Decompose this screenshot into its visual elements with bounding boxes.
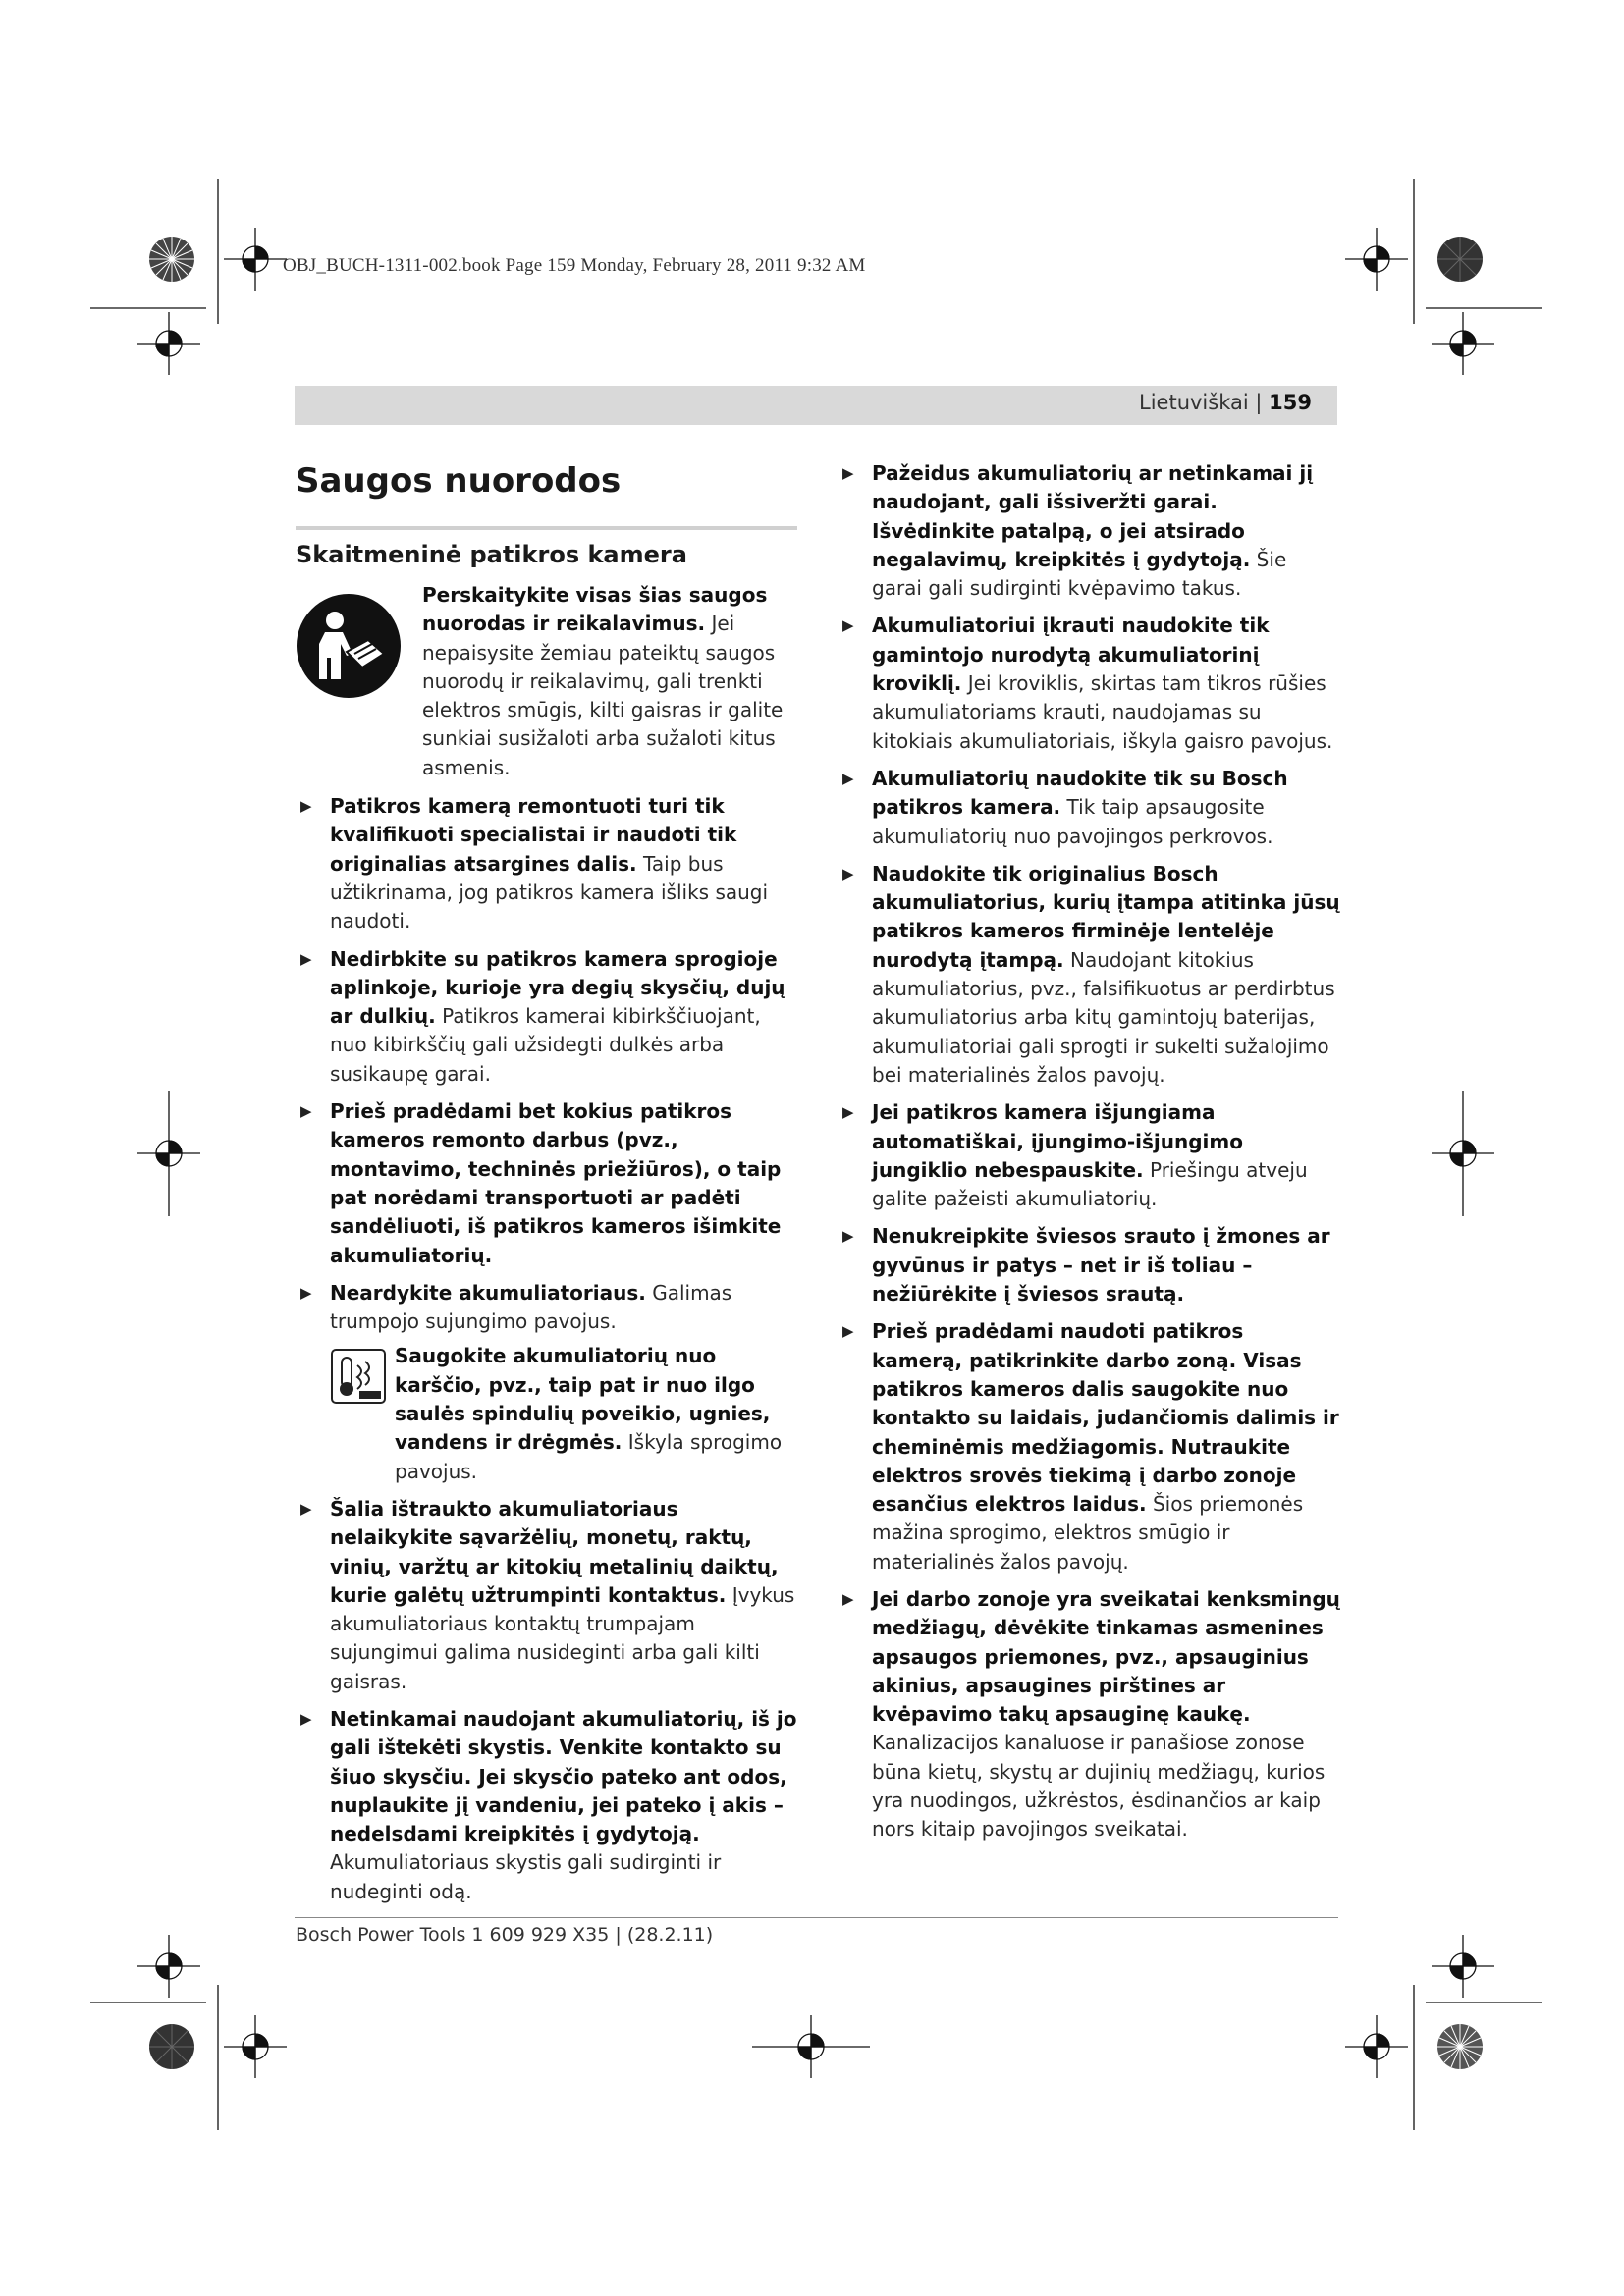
bullet-arrow-icon: ▶ <box>842 1227 854 1246</box>
heat-protection-icon <box>330 1348 387 1405</box>
bullet-arrow-icon: ▶ <box>300 949 312 968</box>
bullet-text: Šie garai gali sudirginti kvėpavimo takus. <box>872 547 1287 601</box>
intro-paragraph <box>296 581 797 782</box>
bullet-arrow-icon: ▶ <box>842 1589 854 1608</box>
list-item <box>838 860 1340 1090</box>
intro-text: Jei nepaisysite žemiau pateiktų saugos nuorodų ir reikalavimų, gali trenkti elektros smūgis, kilti gaisras ir galite sunkiai susižaloti arba sužaloti kitus asmenis. <box>422 612 784 779</box>
page-footer: Bosch Power Tools 1 609 929 X35 | (28.2.11) <box>296 1924 714 1946</box>
print-info-line: OBJ_BUCH-1311-002.book Page 159 Monday, February 28, 2011 9:32 AM <box>283 255 866 276</box>
bullet-text: Įvykus akumuliatoriaus kontaktų trumpajam sujungimui galima nusideginti arba gali kilti gaisras. <box>330 1582 795 1693</box>
list-item <box>838 459 1340 603</box>
bullet-text: Priešingu atveju galite pažeisti akumuliatorių. <box>872 1157 1308 1211</box>
subsection-title: Skaitmeninė patikros kamera <box>296 541 687 568</box>
bullet-text: Tik taip apsaugosite akumuliatorių nuo pavojingos perkrovos. <box>872 795 1273 848</box>
list-item <box>296 945 797 1089</box>
note-bold: Saugokite akumuliatorių nuo karščio, pvz., taip pat ir nuo ilgo saulės spindulių poveikio, ugnies, vandens ir drėgmės. <box>395 1344 771 1455</box>
list-item <box>838 1222 1340 1308</box>
bullet-text: Kanalizacijos kanaluose ir panašiose zonose būna kietų, skystų ar dujinių medžiagų, kurios yra nuodingos, užkrėstos, ėsdinančios ar kaip nors kitaip pavojingos sveikatai. <box>872 1731 1326 1842</box>
footer-divider <box>295 1917 1338 1918</box>
bullet-arrow-icon: ▶ <box>842 864 854 882</box>
right-column <box>838 459 1340 1853</box>
bullet-text: Šios priemonės mažina sprogimo, elektros smūgio ir materialinės žalos pavojų. <box>872 1492 1304 1574</box>
bullet-text: Naudojant kitokius akumuliatorius, pvz., falsifikuotus ar perdirbtus akumuliatorius arba kitų gamintojų baterijas, akumuliatoriai gali sprogti ir sukelti sužalojimo bei materialinės žalos pavojų. <box>872 947 1335 1087</box>
bullet-bold: Prieš pradėdami naudoti patikros kamerą, patikrinkite darbo zoną. Visas patikros kameros dalis saugokite nuo kontakto su laidais, judančiomis dalimis ir cheminėmis medžiagomis. Nutraukite elektros srovės tiekimą į darbo zonoje esančius elektros laidus. <box>872 1319 1339 1517</box>
bullet-bold: Nedirbkite su patikros kamera sprogioje aplinkoje, kurioje yra degių skysčių, dujų ar dulkių. <box>330 946 785 1029</box>
intro-bold: Perskaitykite visas šias saugos nuorodas ir reikalavimus. <box>422 583 768 636</box>
list-item <box>296 1097 797 1270</box>
bullet-arrow-icon: ▶ <box>300 1709 312 1728</box>
bullet-bold: Patikros kamerą remontuoti turi tik kvalifikuoti specialistai ir naudoti tik originalias atsargines dalis. <box>330 794 737 876</box>
bullet-bold: Jei patikros kamera išjungiama automatiškai, įjungimo-išjungimo jungiklio nebespauskite. <box>872 1100 1243 1182</box>
bullet-bold: Pažeidus akumuliatorių ar netinkamai jį naudojant, gali išsiveržti garai. Išvėdinkite patalpą, o jei atsirado negalavimų, kreipkitės į gydytoją. <box>872 461 1314 571</box>
list-item <box>296 792 797 935</box>
note-text: Iškyla sprogimo pavojus. <box>395 1430 783 1483</box>
bullet-bold: Neardykite akumuliatoriaus. <box>330 1280 646 1305</box>
bullet-arrow-icon: ▶ <box>300 1283 312 1302</box>
bullet-bold: Netinkamai naudojant akumuliatorių, iš jo gali ištekėti skystis. Venkite kontakto su šiuo skysčiu. Jei skysčio pateko ant odos, nuplaukite jį vandeniu, jei pateko į akis – nedelsdami kreipkitės į gydytoją. <box>330 1706 797 1846</box>
list-item <box>838 612 1340 755</box>
bullet-bold: Naudokite tik originalius Bosch akumuliatorius, kurių įtampa atitinka jūsų patikros kameros firminėje lentelėje nurodytą įtampą. <box>872 861 1340 972</box>
page-header <box>1139 391 1312 414</box>
bullet-bold: Prieš pradėdami bet kokius patikros kameros remonto darbus (pvz., montavimo, techninės priežiūros), o taip pat norėdami transportuoti ar padėti sandėliuoti, iš patikros kameros išimkite akumuliatorių. <box>330 1099 782 1267</box>
page-header-bar <box>295 386 1337 425</box>
list-item <box>838 1317 1340 1576</box>
bullet-arrow-icon: ▶ <box>842 769 854 787</box>
header-language: Lietuviškai <box>1139 391 1249 414</box>
bullet-arrow-icon: ▶ <box>842 616 854 635</box>
bullet-text: Taip bus užtikrinama, jog patikros kamera išliks saugi naudoti. <box>330 851 769 934</box>
list-item <box>296 1495 797 1696</box>
read-manual-icon <box>296 593 402 699</box>
list-item <box>296 1279 797 1486</box>
bullet-arrow-icon: ▶ <box>300 797 312 816</box>
bullet-text: Jei kroviklis, skirtas tam tikros rūšies akumuliatoriams krauti, naudojamas su kitokiais akumuliatoriais, iškyla gaisro pavojus. <box>872 671 1333 753</box>
page-number: 159 <box>1269 391 1312 414</box>
list-item <box>296 1705 797 1906</box>
bullet-bold: Šalia ištraukto akumuliatoriaus nelaikykite sąvaržėlių, monetų, raktų, vinių, varžtų ar kitokių metalinių daiktų, kurie galėtų užtrumpinti kontaktus. <box>330 1496 779 1607</box>
bullet-arrow-icon: ▶ <box>300 1102 312 1121</box>
bullet-text: Patikros kamerai kibirkščiuojant, nuo kibirkščių gali užsidegti dulkės arba susikaupę garai. <box>330 1004 761 1086</box>
list-item <box>838 1098 1340 1213</box>
heat-warning-note <box>330 1342 797 1485</box>
bullet-arrow-icon: ▶ <box>842 1103 854 1122</box>
header-separator: | <box>1255 391 1263 414</box>
bullet-bold: Akumuliatorių naudokite tik su Bosch patikros kamera. <box>872 766 1288 820</box>
left-column <box>296 459 797 1915</box>
list-item <box>838 765 1340 851</box>
bullet-bold: Nenukreipkite šviesos srauto į žmones ar gyvūnus ir patys – net ir iš toliau – nežiūrėkite į šviesos srautą. <box>872 1224 1330 1307</box>
bullet-arrow-icon: ▶ <box>842 464 854 482</box>
bullet-arrow-icon: ▶ <box>300 1499 312 1518</box>
bullet-bold: Akumuliatoriui įkrauti naudokite tik gamintojo nurodytą akumuliatorinį kroviklį. <box>872 614 1270 696</box>
bullet-text: Galimas trumpojo sujungimo pavojus. <box>330 1280 732 1334</box>
list-item <box>838 1585 1340 1844</box>
section-title: Saugos nuorodos <box>296 461 622 501</box>
bullet-text: Akumuliatoriaus skystis gali sudirginti ir nudeginti odą. <box>330 1850 722 1903</box>
bullet-bold: Jei darbo zonoje yra sveikatai kenksmingų medžiagų, dėvėkite tinkamas asmenines apsaugos priemones, pvz., apsauginius akinius, apsaugines pirštines ar kvėpavimo takų apsauginę kaukę. <box>872 1586 1340 1727</box>
section-divider <box>296 526 797 530</box>
bullet-arrow-icon: ▶ <box>842 1322 854 1341</box>
